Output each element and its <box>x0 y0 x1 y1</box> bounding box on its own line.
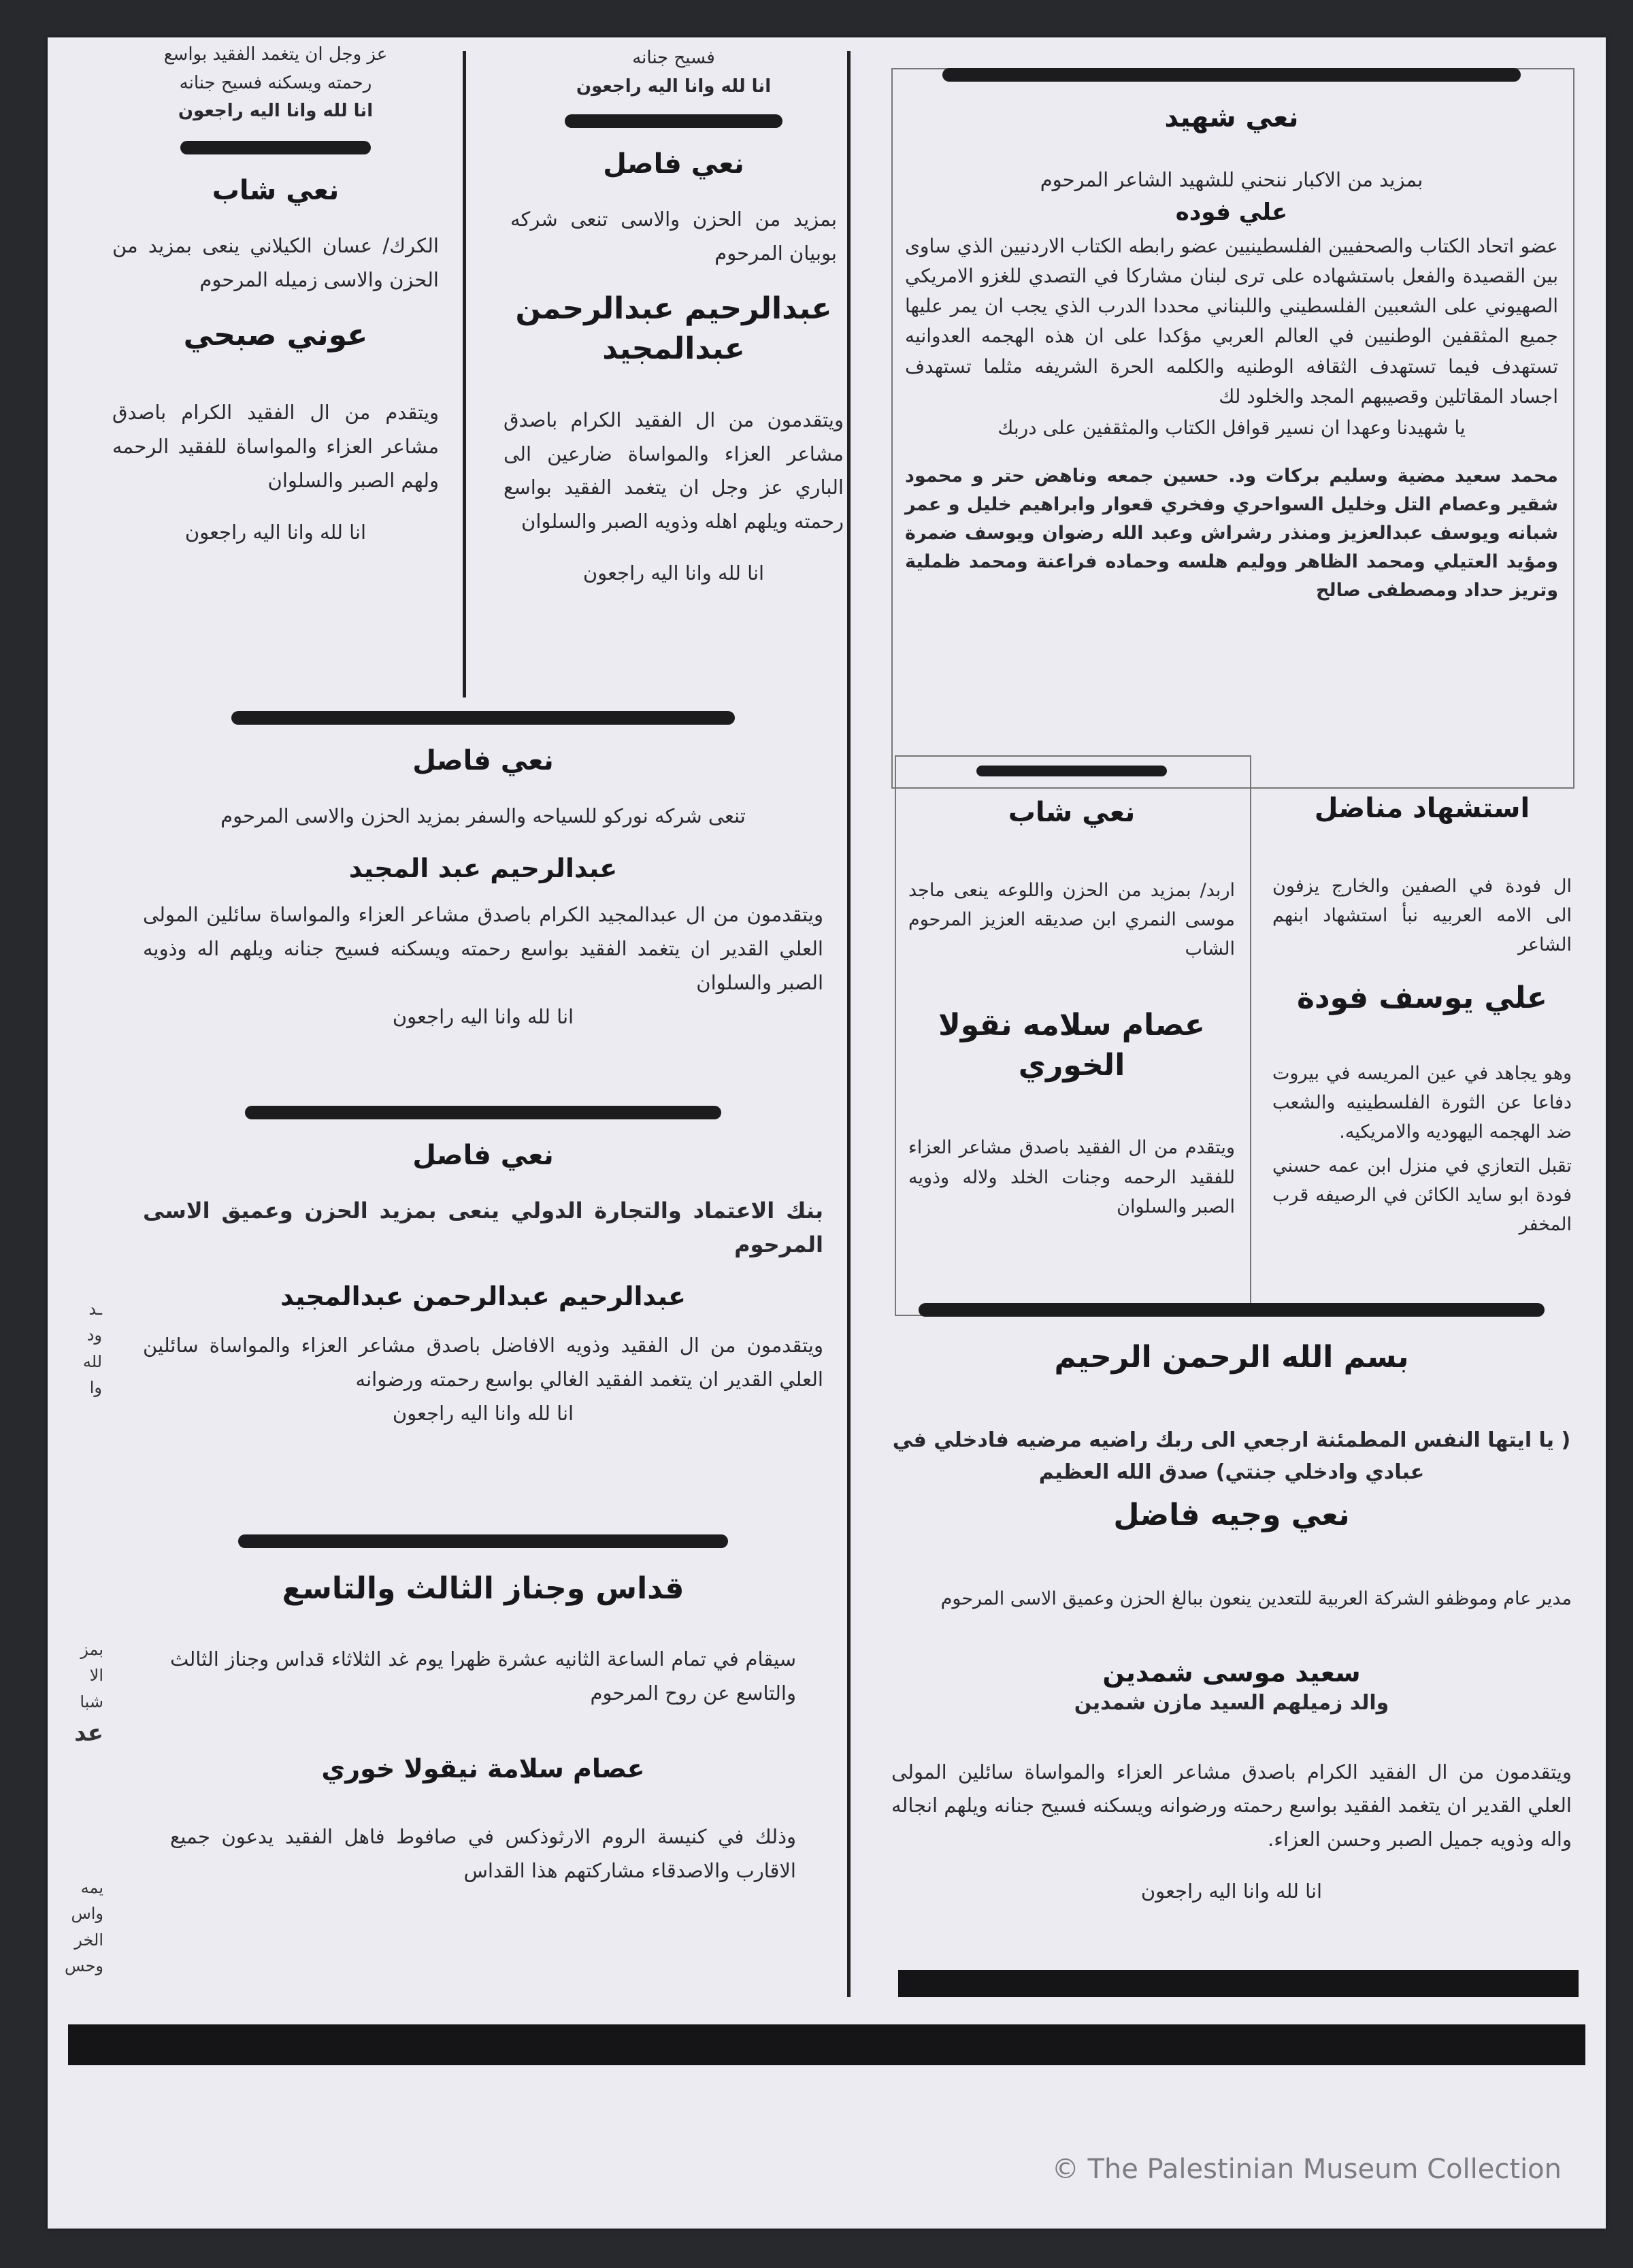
notice-martyrdom <box>1272 766 1572 1257</box>
newspaper-clipping-sheet <box>48 37 1606 2229</box>
notice-heading: نعي شاب <box>1008 797 1136 828</box>
separator-rule <box>976 766 1167 776</box>
notice-body: ويتقدمون من ال عبدالمجيد الكرام باصدق مشاعر العزاء والمواساة سائلين المولى العلي القدير ان يتغمد الفقيد بواسع رحمته ويسكنه فسيح جنانه ويلهم اله وذويه الصبر والسلوان <box>143 903 823 994</box>
deceased-name: عبدالرحيم عبدالرحمن عبدالمجيد <box>515 291 832 367</box>
notice-heading: نعي فاصل <box>603 148 744 180</box>
notice-young-man-karak <box>112 41 439 567</box>
notice-intro: ال فودة في الصفين والخارج يزفون الى الامه العربيه نبأ استشهاد ابنهم الشاعر <box>1272 876 1572 956</box>
notice-heading: نعي شاب <box>212 174 340 206</box>
notice-heading: نعي وجيه فاضل <box>1113 1498 1350 1533</box>
notice-bubiyan <box>483 44 864 608</box>
separator-rule <box>942 68 1521 82</box>
notice-intro: بمزيد من الحزن والاسى تنعى شركه بوبيان المرحوم <box>510 208 837 265</box>
notice-body: ويتقدمون من ال الفقيد الكرام باصدق مشاعر العزاء والمواساة ضارعين الى الباري عز وجل ان يتغمد الفقيد بواسع رحمته ويلهم اهله وذويه الصبر والسلوان <box>504 408 844 533</box>
notice-heading: استشهاد مناضل <box>1314 793 1530 824</box>
notice-heading: نعي شهيد <box>1164 102 1299 133</box>
quran-verse: ( يا ايتها النفس المطمئنة ارجعي الى ربك راضيه مرضيه فادخلي في عبادي وادخلي جنتي) صدق الله العظيم <box>892 1428 1571 1484</box>
notice-intro: تنعى شركه نوركو للسياحه والسفر بمزيد الحزن والاسى المرحوم <box>220 804 746 827</box>
notice-closing: وذلك في كنيسة الروم الارثوذكس في صافوط فاهل الفقيد يدعون جميع الاقارب والاصدقاء مشاركتهم هذا القداس <box>170 1825 796 1883</box>
notice-martyr <box>905 68 1558 623</box>
page-bottom-band <box>898 1970 1579 1997</box>
edge-fragment-lower: يمه واس الخر وحس <box>64 1878 103 1976</box>
separator-rule <box>919 1303 1545 1317</box>
signatories: محمد سعيد مضية وسليم بركات ود. حسين جمعه وناهض حتر و محمود شقير وعصام التل وخليل السواحري وفخري قعوار وابراهيم خليل و عمر شبانه ويوسف عبدالعزيز ومنذر رشراش وعبد الله رضوان ويوسف ضمرة ومؤيد العتيلي ومحمد الظاهر ووليم هلسه وحماده فراعنة ومحمد ظملية وتريز حداد ومصطفى صالح <box>905 465 1558 601</box>
notice-young-man-irbid <box>908 766 1235 1239</box>
column-divider <box>463 51 466 697</box>
edge-fragment-upper: ـد ود لله وا <box>82 1300 102 1398</box>
notice-mass <box>143 1534 823 1906</box>
top-fragment: فسيح جنانه انا لله وانا اليه راجعون <box>576 48 772 97</box>
notice-body: وهو يجاهد في عين المريسه في بيروت دفاعا عن الثورة الفلسطينيه والشعب ضد الهجمه اليهوديه والامريكيه. <box>1272 1062 1572 1143</box>
notice-closing: انا لله وانا اليه راجعون <box>582 561 765 585</box>
notice-closing: انا لله وانا اليه راجعون <box>1140 1879 1323 1903</box>
deceased-name: عوني صبحي <box>183 317 368 352</box>
separator-rule <box>180 141 371 154</box>
notice-intro: بمزيد من الاكبار ننحني للشهيد الشاعر المرحوم <box>1040 168 1423 191</box>
notice-closing: انا لله وانا اليه راجعون <box>392 1004 574 1028</box>
notice-body: ويتقدمون من ال الفقيد الكرام باصدق مشاعر العزاء والمواساة سائلين المولى العلي القدير ان يتغمد الفقيد بواسع رحمته ورضوانه ويسكنه فسيح جنانه ويلهم انجاله واله وذويه جميل الصبر وحسن العزاء. <box>891 1760 1572 1852</box>
page-bottom-band <box>68 2024 1585 2065</box>
notice-intro: الكرك/ عسان الكيلاني ينعى بمزيد من الحزن والاسى زميله المرحوم <box>112 233 439 291</box>
deceased-name: علي فوده <box>1175 198 1288 226</box>
notice-heading: نعي فاصل <box>412 745 554 776</box>
notice-body: ويتقدم من ال الفقيد باصدق مشاعر العزاء للفقيد الرحمه وجنات الخلد ولاله وذويه الصبر والسلوان <box>908 1137 1235 1217</box>
notice-heading: قداس وجناز الثالث والتاسع <box>282 1571 684 1606</box>
notice-closing: تقبل التعازي في منزل ابن عمه حسني فودة ابو سايد الكائن في الرصيفه قرب المخفر <box>1272 1155 1572 1235</box>
deceased-name: سعيد موسى شمدين <box>1102 1658 1361 1688</box>
notice-body: سيقام في تمام الساعة الثانيه عشرة ظهرا يوم غد الثلاثاء قداس وجناز الثالث والتاسع عن روح المرحوم <box>170 1647 796 1705</box>
notice-intro: اربد/ بمزيد من الحزن واللوعه ينعى ماجد موسى النمري ابن صديقه العزيز المرحوم الشاب <box>908 880 1235 960</box>
deceased-relation: والد زميلهم السيد مازن شمدين <box>1074 1690 1389 1715</box>
separator-rule <box>245 1106 721 1119</box>
notice-intro: مدير عام وموظفو الشركة العربية للتعدين ينعون ببالغ الحزن وعميق الاسى المرحوم <box>940 1588 1572 1609</box>
column-divider <box>847 51 851 1997</box>
notice-bcci <box>143 1106 823 1449</box>
notice-closing: يا شهيدنا وعهدا ان نسير قوافل الكتاب والمثقفين على دربك <box>997 416 1466 440</box>
notice-body: عضو اتحاد الكتاب والصحفيين الفلسطينيين عضو رابطه الكتاب الاردنيين الذي ساوى بين القصيدة والفعل باستشهاده على ترى لبنان مشاركا في التصدي للغزو الامريكي الصهيوني على الشعبين الفلسطيني واللبناني محددا الدرب الذي يجب ان يمر عليها جميع المثقفين الوطنيين في العالم العربي مؤكدا على ان هذه الهجمه العدوانيه تستهدف فيما تستهدف الثقافه الوطنيه والكلمه الحرة الشريفه مثلما تستهدف اجساد المقاتلين وقصيبهم المجد والخلود لك <box>905 234 1558 408</box>
collection-credit: © The Palestinian Museum Collection <box>1051 2154 1562 2185</box>
notice-body: ويتقدم من ال الفقيد الكرام باصدق مشاعر العزاء والمواساة للفقيد الرحمه ولهم الصبر والسلوان <box>112 400 439 492</box>
edge-fragment-mid: بمز الا شبا عد <box>74 1640 103 1747</box>
deceased-name: عبدالرحيم عبد المجيد <box>348 853 618 883</box>
deceased-name: عبدالرحيم عبدالرحمن عبدالمجيد <box>280 1281 686 1312</box>
notice-closing: انا لله وانا اليه راجعون <box>184 520 367 544</box>
separator-rule <box>238 1534 728 1548</box>
notice-heading: نعي فاصل <box>412 1140 554 1171</box>
deceased-name: عصام سلامة نيقولا خوري <box>321 1754 645 1784</box>
notice-notable <box>891 1303 1572 1926</box>
deceased-name: علي يوسف فودة <box>1297 980 1547 1015</box>
notice-norco <box>143 711 823 1052</box>
deceased-name: عصام سلامه نقولا الخوري <box>938 1007 1205 1083</box>
basmala: بسم الله الرحمن الرحيم <box>1054 1340 1409 1375</box>
separator-rule <box>565 114 782 128</box>
notice-closing: انا لله وانا اليه راجعون <box>392 1402 574 1426</box>
notice-body: ويتقدمون من ال الفقيد وذويه الافاضل باصدق مشاعر العزاء والمواساة سائلين العلي القدير ان يتغمد الفقيد الغالي بواسع رحمته ورضوانه <box>143 1334 823 1392</box>
top-fragment: عز وجل ان يتغمد الفقيد بواسع رحمته ويسكنه فسيح جنانه انا لله وانا اليه راجعون <box>163 44 388 122</box>
notice-intro: بنك الاعتماد والتجارة الدولي ينعى بمزيد الحزن وعميق الاسى المرحوم <box>143 1198 823 1258</box>
separator-rule <box>231 711 735 725</box>
